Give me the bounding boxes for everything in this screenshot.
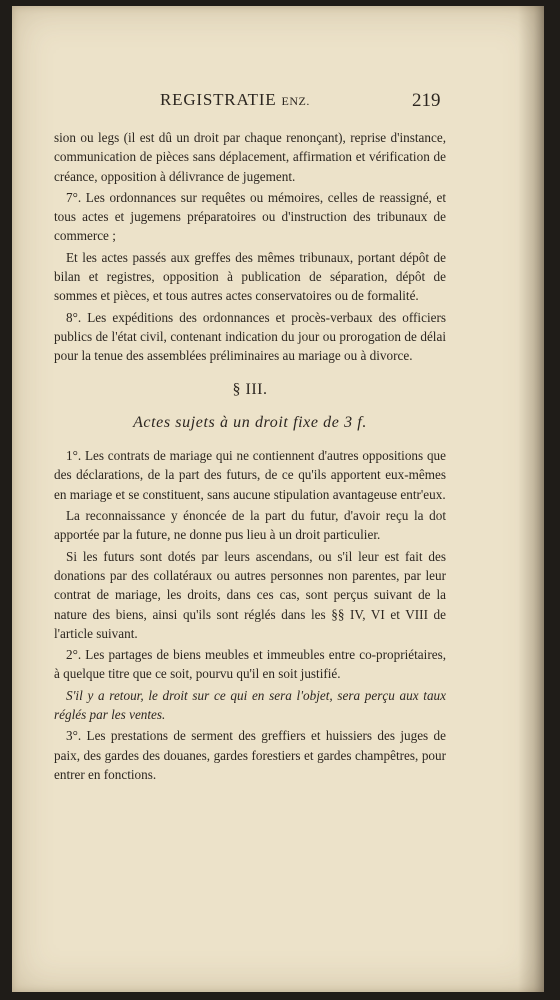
paragraph-item-7: 7°. Les ordonnances sur requêtes ou mémoires, celles de reassigné, et tous actes et jugemens préparatoires ou d'instruction des tribunaux de commerce ; bbox=[54, 189, 446, 244]
page-number: 219 bbox=[412, 90, 441, 111]
page-body bbox=[54, 128, 446, 786]
section-title: Actes sujets à un droit fixe de 3 f. bbox=[133, 413, 367, 431]
book-page bbox=[12, 6, 544, 992]
paragraph-item-1: 1°. Les contrats de mariage qui ne contiennent d'autres oppositions que des déclarations, de la part des futurs, de ce qu'ils apportent eux-mêmes en mariage et se constituent, sans aucune stipulation avantageuse entr'eux. bbox=[54, 448, 446, 502]
paragraph-continuation: sion ou legs (il est dû un droit par chaque renonçant), reprise d'instance, communication de pièces sans déplacement, affirmation et vérification de créance, opposition à délivrance de jugement. bbox=[54, 130, 446, 184]
paragraph: Et les actes passés aux greffes des mêmes tribunaux, portant dépôt de bilan et registres, opposition à publication de séparation, dépôt de sommes et pièces, et tous autres actes conservatoires ou de formalité. bbox=[54, 249, 446, 304]
running-title: REGISTRATIE bbox=[160, 90, 277, 109]
section-heading: § III. bbox=[232, 380, 268, 398]
paragraph-item-8: 8°. Les expéditions des ordonnances et procès-verbaux des officiers publics de l'état civil, contenant indication du jour ou prorogation de délai pour la tenue des assemblées préliminaires au mariage ou à divorce. bbox=[54, 309, 446, 364]
running-title-suffix: ENZ. bbox=[281, 94, 310, 108]
page-gutter-shadow bbox=[518, 6, 544, 992]
paragraph-item-2: 2°. Les partages de biens meubles et immeubles entre co-propriétaires, à quelque titre que ce soit, pourvu qu'il en soit justifié. bbox=[54, 647, 446, 682]
paragraph-italic-note: S'il y a retour, le droit sur ce qui en sera l'objet, sera perçu aux taux réglés par les ventes. bbox=[54, 687, 446, 723]
paragraph-item-3: 3°. Les prestations de serment des greffiers et huissiers des juges de paix, des gardes des douanes, gardes forestiers et gardes champêtres, pour entrer en fonctions. bbox=[54, 728, 446, 782]
paragraph: Si les futurs sont dotés par leurs ascendans, ou s'il leur est fait des donations par des collatéraux ou autres personnes non parentes, par leur contrat de mariage, les droits, dans ces cas, sont perçus suivant de la nature des biens, ainsi qu'ils sont réglés dans les §§ IV, VI et VIII de l'article suivant. bbox=[54, 548, 446, 641]
paragraph: La reconnaissance y énoncée de la part du futur, d'avoir reçu la dot apportée par la future, ne donne pus lieu à un droit particulier. bbox=[54, 508, 446, 543]
